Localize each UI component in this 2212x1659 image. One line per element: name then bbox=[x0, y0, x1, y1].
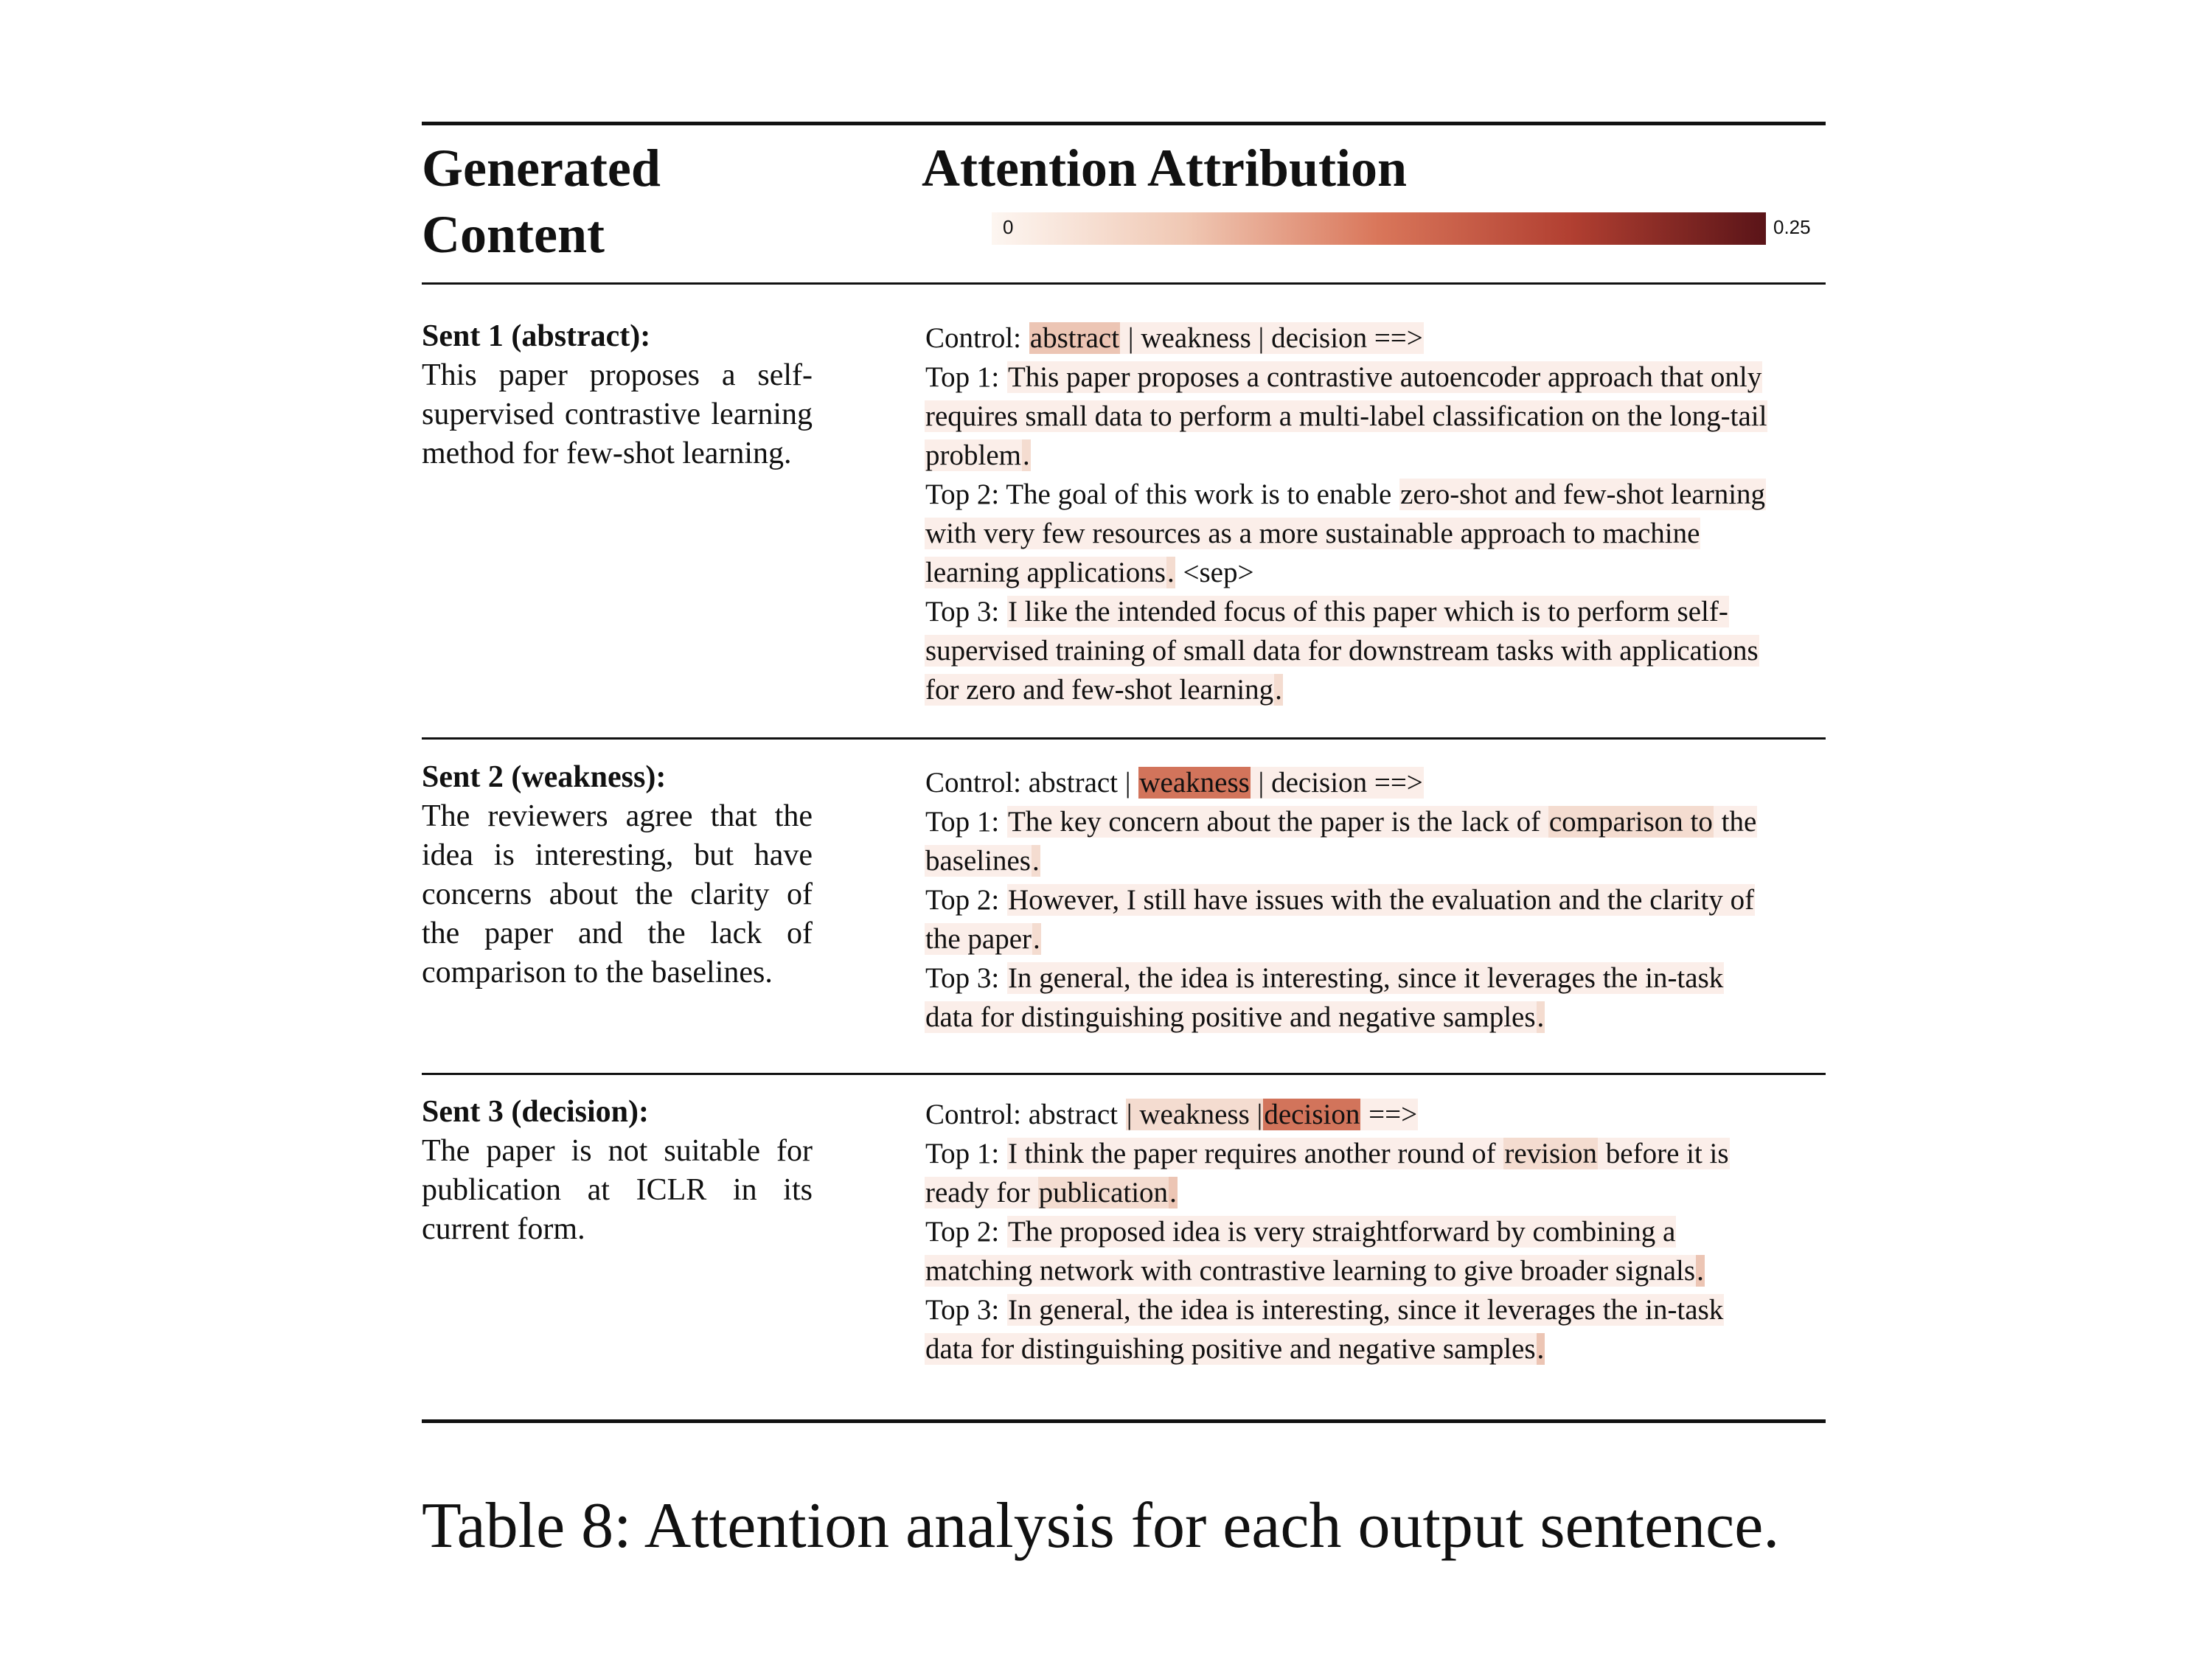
attention-block-2 bbox=[925, 763, 1828, 1037]
attention-line bbox=[925, 475, 1828, 514]
attention-token: the paper bbox=[925, 923, 1032, 955]
attention-token: Top 1: bbox=[925, 1138, 1006, 1169]
attention-token: . bbox=[1275, 674, 1282, 706]
attention-token: I like the intended focus of this paper which is to perform self- bbox=[1007, 596, 1728, 627]
attention-token: The key concern about the paper is the bbox=[1007, 806, 1460, 838]
attention-token: lack of bbox=[1461, 806, 1548, 838]
attention-token: ready for bbox=[925, 1177, 1037, 1208]
attention-line bbox=[925, 319, 1828, 358]
attention-line bbox=[925, 841, 1828, 880]
attention-token: decision bbox=[1264, 1099, 1360, 1130]
colorbar-min-label: 0 bbox=[1003, 216, 1014, 238]
attention-line bbox=[925, 397, 1828, 436]
attention-token: Top 3: bbox=[925, 1294, 1006, 1326]
attention-token: matching network with contrastive learning to give broader signals bbox=[925, 1255, 1696, 1287]
attention-token: Control: abstract bbox=[925, 1099, 1125, 1130]
attention-line bbox=[925, 1173, 1828, 1212]
attention-line bbox=[925, 1251, 1828, 1290]
attention-block-1 bbox=[925, 319, 1828, 709]
attention-token: However, I still have issues with the evaluation and the clarity of bbox=[1007, 884, 1755, 916]
attention-line bbox=[925, 358, 1828, 397]
attention-line bbox=[925, 1134, 1828, 1173]
attention-token: Top 2: bbox=[925, 884, 1006, 916]
top-rule bbox=[422, 122, 1826, 125]
attention-token: . bbox=[1537, 1001, 1545, 1033]
attention-token: | weakness | decision ==> bbox=[1121, 322, 1423, 354]
attention-token: publication bbox=[1038, 1177, 1169, 1208]
row-rule-2 bbox=[422, 1073, 1826, 1075]
attention-token: zero-shot and few-shot learning bbox=[1400, 479, 1766, 510]
attention-line bbox=[925, 1212, 1828, 1251]
attention-token: Top 3: bbox=[925, 962, 1006, 994]
attention-token: In general, the idea is interesting, since it leverages the in-task bbox=[1007, 962, 1724, 994]
attention-token: | decision ==> bbox=[1251, 767, 1423, 799]
attention-token: <sep> bbox=[1175, 557, 1254, 588]
attention-line bbox=[925, 631, 1828, 670]
attention-token: weakness bbox=[1139, 767, 1250, 799]
attention-colorbar bbox=[992, 212, 1766, 245]
generated-sentence-2: Sent 2 (weakness): The reviewers agree that the idea is interesting, but have concerns about the clarity of the paper and the lack of comparison to the baselines. bbox=[422, 760, 813, 990]
attention-token: ==> bbox=[1361, 1099, 1418, 1130]
attention-token: abstract bbox=[1029, 322, 1120, 354]
attention-token: . bbox=[1022, 439, 1030, 471]
attention-token: baselines bbox=[925, 845, 1031, 877]
header-rule bbox=[422, 282, 1826, 285]
attention-token: supervised training of small data for downstream tasks with applications bbox=[925, 635, 1759, 667]
attention-token: Control: bbox=[925, 322, 1029, 354]
attention-line bbox=[925, 998, 1828, 1037]
attention-token: . bbox=[1032, 845, 1040, 877]
attention-token: before it is bbox=[1599, 1138, 1729, 1169]
attention-line bbox=[925, 919, 1828, 959]
attention-token: Control: abstract | bbox=[925, 767, 1138, 799]
attention-token: In general, the idea is interesting, since it leverages the in-task bbox=[1007, 1294, 1724, 1326]
attention-token: | weakness | bbox=[1126, 1099, 1263, 1130]
header-attention-attribution: Attention Attribution bbox=[922, 139, 1408, 198]
attention-token: problem bbox=[925, 439, 1021, 471]
attention-token: Top 2: The goal of this work is to enable bbox=[925, 479, 1399, 510]
attention-line bbox=[925, 670, 1828, 709]
attention-token: with very few resources as a more sustainable approach to machine bbox=[925, 518, 1700, 549]
attention-line bbox=[925, 436, 1828, 475]
attention-token: . bbox=[1166, 557, 1175, 588]
attention-line bbox=[925, 880, 1828, 919]
header-generated-content: Generated Content bbox=[422, 139, 661, 264]
attention-token: This paper proposes a contrastive autoencoder approach that only bbox=[1007, 361, 1762, 393]
attention-token: The proposed idea is very straightforward by combining a bbox=[1007, 1216, 1676, 1248]
attention-line bbox=[925, 1095, 1828, 1134]
generated-sentence-1: Sent 1 (abstract): This paper proposes a self-supervised contrastive learning method for few-shot learning. bbox=[422, 319, 813, 470]
attention-token: the bbox=[1714, 806, 1757, 838]
attention-line bbox=[925, 1329, 1828, 1368]
generated-sentence-3: Sent 3 (decision): The paper is not suitable for publication at ICLR in its current form. bbox=[422, 1095, 813, 1246]
attention-token: I think the paper requires another round of bbox=[1007, 1138, 1503, 1169]
attention-token: . bbox=[1537, 1333, 1545, 1365]
attention-line bbox=[925, 763, 1828, 802]
attention-token: revision bbox=[1504, 1138, 1598, 1169]
attention-token: learning applications bbox=[925, 557, 1166, 588]
attention-token: . bbox=[1697, 1255, 1704, 1287]
attention-line bbox=[925, 553, 1828, 592]
attention-token: Top 1: bbox=[925, 806, 1006, 838]
table-caption: Table 8: Attention analysis for each output sentence. bbox=[422, 1490, 1780, 1562]
attention-line bbox=[925, 514, 1828, 553]
attention-token: comparison to bbox=[1548, 806, 1713, 838]
attention-token: Top 3: bbox=[925, 596, 1006, 627]
attention-token: Top 1: bbox=[925, 361, 1006, 393]
attention-line bbox=[925, 592, 1828, 631]
attention-line bbox=[925, 1290, 1828, 1329]
attention-block-3 bbox=[925, 1095, 1828, 1368]
colorbar-max-label: 0.25 bbox=[1773, 216, 1811, 238]
row-rule-1 bbox=[422, 737, 1826, 740]
attention-token: data for distinguishing positive and negative samples bbox=[925, 1001, 1536, 1033]
attention-token: Top 2: bbox=[925, 1216, 1006, 1248]
attention-line bbox=[925, 802, 1828, 841]
attention-token: for zero and few-shot learning bbox=[925, 674, 1274, 706]
attention-token: . bbox=[1033, 923, 1040, 955]
attention-token: . bbox=[1169, 1177, 1177, 1208]
attention-token: data for distinguishing positive and negative samples bbox=[925, 1333, 1536, 1365]
attention-line bbox=[925, 959, 1828, 998]
bottom-rule bbox=[422, 1419, 1826, 1423]
attention-token: requires small data to perform a multi-label classification on the long-tail bbox=[925, 400, 1767, 432]
